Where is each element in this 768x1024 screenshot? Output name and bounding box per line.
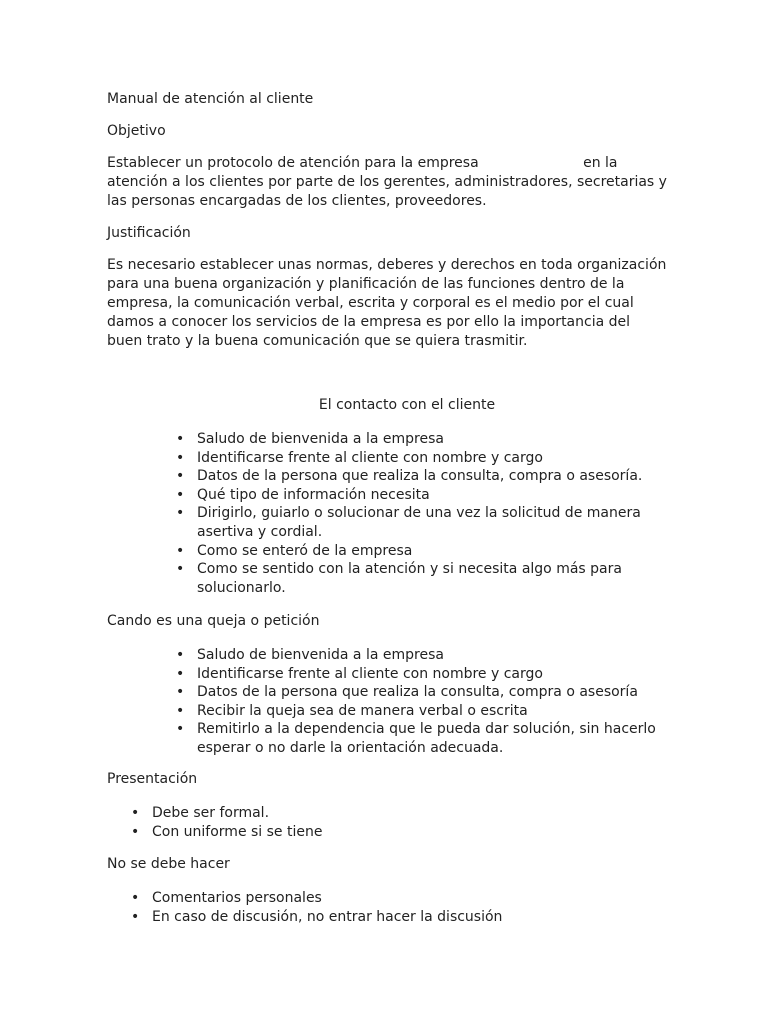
- list-item: • Remitirlo a la dependencia que le pueda dar solución, sin hacerlo esperar o no darle la orientación adecuada.: [176, 721, 656, 756]
- list-item: • Saludo de bienvenida a la empresa: [176, 431, 444, 447]
- bullet-icon: •: [176, 721, 185, 738]
- bullet-icon: •: [131, 823, 140, 840]
- bullet-icon: •: [176, 431, 185, 447]
- bullet-icon: •: [176, 647, 185, 663]
- bullet-icon: •: [176, 702, 185, 719]
- complaint-list: [176, 646, 657, 758]
- list-item: • Debe ser formal.: [131, 805, 270, 821]
- bullet-icon: •: [176, 665, 185, 682]
- bullet-icon: •: [176, 542, 185, 559]
- list-item: • En caso de discusión, no entrar hacer la discusión: [131, 908, 503, 925]
- bullet-icon: •: [176, 684, 185, 701]
- justification-paragraph: Es necesario establecer unas normas, deberes y derechos en toda organización para una buena organización y planificación de las funciones dentro de la empresa, la comunicación verbal, escrita y corporal es el medio por el cual damos a conocer los servicios de la empresa es por ello la importancia del buen trato y la buena comunicación que se quiera trasmitir.: [107, 257, 667, 349]
- list-item: • Qué tipo de información necesita: [176, 486, 430, 503]
- bullet-icon: •: [131, 890, 140, 906]
- contact-heading: El contacto con el cliente: [318, 397, 496, 413]
- bullet-icon: •: [176, 561, 185, 578]
- bullet-icon: •: [176, 468, 185, 485]
- bullet-icon: •: [176, 486, 185, 503]
- list-item: • Datos de la persona que realiza la consulta, compra o asesoría: [176, 684, 638, 701]
- list-item: • Identificarse frente al cliente con nombre y cargo: [176, 665, 543, 682]
- list-item: • Dirigirlo, guiarlo o solucionar de una vez la solicitud de manera asertiva y cordial.: [176, 505, 641, 540]
- list-item: • Como se enteró de la empresa: [176, 542, 413, 559]
- dont-list: [131, 889, 652, 926]
- document-title: Manual de atención al cliente: [107, 91, 314, 107]
- presentation-heading: Presentación: [107, 771, 198, 787]
- justification-heading: Justificación: [107, 225, 191, 241]
- list-item: • Comentarios personales: [131, 890, 322, 906]
- list-item: • Saludo de bienvenida a la empresa: [176, 647, 444, 663]
- list-item: • Recibir la queja sea de manera verbal o escrita: [176, 702, 528, 719]
- objective-text-part2: en la atención a los clientes por parte de los gerentes, administradores, secretarias y las personas encargadas de los clientes, proveedores.: [107, 155, 667, 209]
- complaint-heading: Cando es una queja o petición: [107, 613, 320, 629]
- list-item: • Datos de la persona que realiza la consulta, compra o asesoría.: [176, 468, 643, 485]
- objective-heading: Objetivo: [107, 123, 166, 139]
- contact-list: [176, 430, 657, 597]
- list-item: • Identificarse frente al cliente con nombre y cargo: [176, 449, 543, 466]
- bullet-icon: •: [176, 505, 185, 522]
- objective-text-part1: Establecer un protocolo de atención para la empresa: [107, 155, 479, 171]
- bullet-icon: •: [131, 805, 140, 821]
- list-item: • Como se sentido con la atención y si necesita algo más para solucionarlo.: [176, 561, 622, 596]
- bullet-icon: •: [131, 908, 140, 925]
- list-item: • Con uniforme si se tiene: [131, 823, 323, 840]
- dont-heading: No se debe hacer: [107, 856, 230, 872]
- presentation-list: [131, 804, 652, 841]
- objective-paragraph: [107, 154, 667, 211]
- bullet-icon: •: [176, 449, 185, 466]
